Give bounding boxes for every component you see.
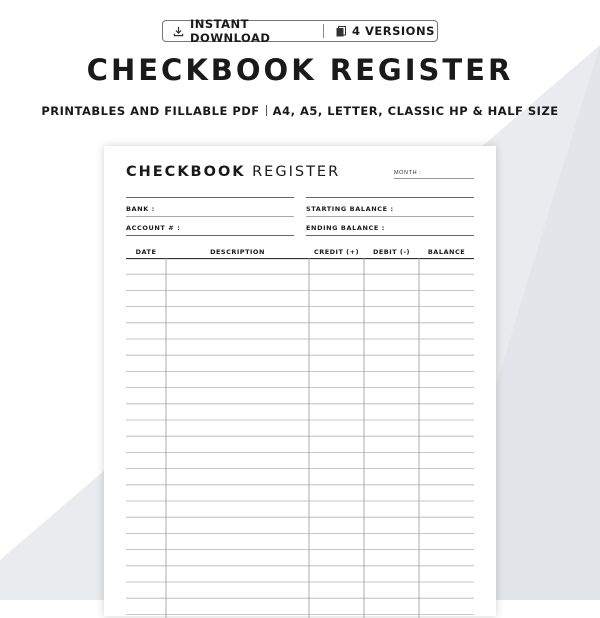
starting-balance-line — [306, 216, 474, 217]
starting-top-line — [306, 197, 474, 198]
col-credit: CREDIT (+) — [313, 248, 360, 256]
download-badge — [162, 17, 438, 45]
pages-icon — [336, 26, 346, 37]
bank-label: BANK : — [126, 205, 155, 213]
subtitle-formats: PRINTABLES AND FILLABLE PDF — [41, 104, 260, 118]
ending-balance-line — [306, 235, 474, 236]
ending-balance-label: ENDING BALANCE : — [306, 224, 386, 232]
register-sheet — [104, 146, 496, 616]
starting-balance-label: STARTING BALANCE : — [306, 205, 394, 213]
month-field-line — [394, 178, 474, 179]
instant-download-segment — [163, 17, 323, 45]
product-title: CHECKBOOK REGISTER — [86, 53, 514, 87]
sheet-title-bold: CHECKBOOK — [126, 164, 246, 180]
versions-segment — [324, 21, 435, 41]
bank-field-line — [126, 216, 294, 217]
subtitle-divider — [266, 105, 267, 116]
col-balance: BALANCE — [427, 248, 466, 256]
account-field-line — [126, 235, 294, 236]
col-date: DATE — [135, 248, 157, 256]
col-description: DESCRIPTION — [210, 248, 265, 256]
col-debit: DEBIT (-) — [372, 248, 411, 256]
month-label: MONTH : — [394, 170, 422, 176]
register-grid — [126, 258, 474, 618]
download-icon — [173, 26, 184, 37]
account-label: ACCOUNT # : — [126, 224, 181, 232]
sheet-title — [126, 164, 340, 180]
product-subtitle — [0, 104, 600, 118]
subtitle-sizes: A4, A5, LETTER, CLASSIC HP & HALF SIZE — [272, 104, 559, 118]
sheet-title-light: REGISTER — [252, 164, 341, 180]
instant-download-label: INSTANT DOWNLOAD — [190, 17, 271, 45]
versions-label: 4 VERSIONS — [352, 24, 435, 38]
bank-top-line — [126, 197, 294, 198]
